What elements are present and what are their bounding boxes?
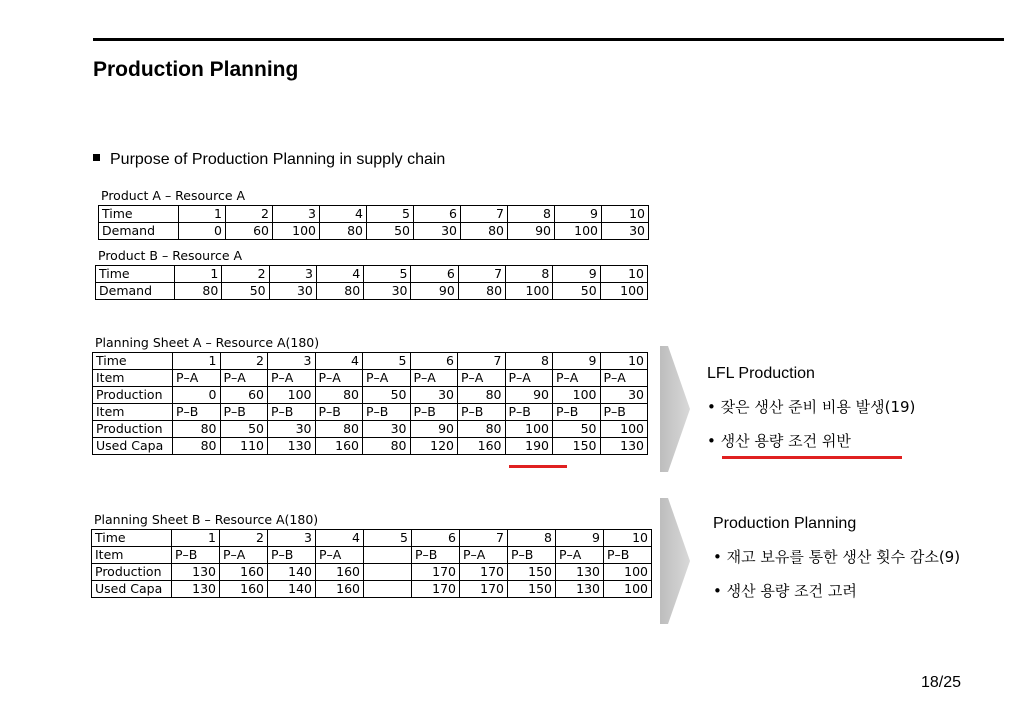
table-cell: 8: [505, 353, 553, 370]
table-cell: 170: [460, 581, 508, 598]
table-cell: 190: [505, 438, 553, 455]
table-cell: P–B: [553, 404, 601, 421]
table-cell: 160: [220, 581, 268, 598]
table-cell: 160: [458, 438, 506, 455]
table-cell: 60: [226, 223, 273, 240]
table-cell: 10: [600, 266, 647, 283]
table-cell: 150: [553, 438, 601, 455]
table-cell: P–A: [316, 547, 364, 564]
table-row: [93, 387, 648, 404]
product-b-table: [95, 265, 648, 300]
table-cell: 5: [367, 206, 414, 223]
lfl-heading: LFL Production: [707, 365, 815, 382]
table-cell: 50: [367, 223, 414, 240]
table-cell: 80: [458, 387, 506, 404]
table-row: [96, 283, 648, 300]
page-title: Production Planning: [93, 58, 299, 81]
table-cell: 7: [458, 353, 506, 370]
table-cell: P–B: [505, 404, 553, 421]
table-row: [96, 266, 648, 283]
table-cell: 170: [460, 564, 508, 581]
row-label: Item: [92, 547, 172, 564]
square-bullet-icon: [93, 154, 100, 161]
table-row: [99, 206, 649, 223]
table-cell: 80: [320, 223, 367, 240]
table-cell: P–A: [173, 370, 221, 387]
page-number: 18/25: [920, 674, 961, 691]
table-cell: 150: [508, 564, 556, 581]
table-row: [93, 353, 648, 370]
table-cell: P–A: [600, 370, 648, 387]
lfl-point-1: • 잦은 생산 준비 비용 발생(19): [707, 398, 916, 416]
table-cell: 0: [173, 387, 221, 404]
table-cell: 30: [600, 387, 648, 404]
table-cell: 160: [220, 564, 268, 581]
table-cell: 140: [268, 581, 316, 598]
table-cell: 6: [414, 206, 461, 223]
sheet-b-table: [91, 529, 652, 598]
table-cell: 170: [412, 581, 460, 598]
table-cell: P–B: [410, 404, 458, 421]
table-cell: 1: [173, 353, 221, 370]
table-cell: 9: [553, 266, 600, 283]
table-cell: 130: [172, 581, 220, 598]
table-cell: 6: [411, 266, 458, 283]
table-cell: 2: [222, 266, 269, 283]
table-cell: 4: [320, 206, 367, 223]
table-cell: 3: [269, 266, 316, 283]
table-cell: 100: [600, 283, 647, 300]
table-cell: P–B: [315, 404, 363, 421]
table-cell: 160: [316, 564, 364, 581]
table-cell: 80: [316, 283, 363, 300]
row-label: Item: [93, 370, 173, 387]
table-cell: P–A: [268, 370, 316, 387]
table-cell: 10: [602, 206, 649, 223]
table-row: [92, 547, 652, 564]
table-row: [93, 438, 648, 455]
table-cell: 100: [604, 581, 652, 598]
table-row: [93, 404, 648, 421]
table-cell: 9: [556, 530, 604, 547]
table-cell: P–B: [268, 404, 316, 421]
table-cell: P–A: [220, 547, 268, 564]
table-cell: 80: [458, 283, 505, 300]
pp-panel: [713, 515, 960, 614]
table-cell: P–A: [556, 547, 604, 564]
row-label: Production: [92, 564, 172, 581]
table-cell: 100: [553, 387, 601, 404]
lfl-panel: [707, 365, 915, 464]
table-cell: 9: [553, 353, 601, 370]
table-cell: 80: [173, 438, 221, 455]
row-label: Production: [93, 387, 173, 404]
table-cell: 100: [506, 283, 553, 300]
table-cell: 30: [410, 387, 458, 404]
table-cell: 140: [268, 564, 316, 581]
product-b-caption: Product B – Resource A: [98, 248, 243, 263]
table-cell: 4: [315, 353, 363, 370]
table-cell: 8: [506, 266, 553, 283]
table-cell: 1: [179, 206, 226, 223]
table-cell: P–B: [508, 547, 556, 564]
sheet-b-caption: Planning Sheet B – Resource A(180): [94, 512, 319, 527]
table-cell: 5: [364, 266, 411, 283]
table-cell: 90: [505, 387, 553, 404]
row-label: Time: [96, 266, 175, 283]
chevron-arrow-icon: [660, 346, 690, 472]
table-cell: 7: [458, 266, 505, 283]
table-cell: 100: [273, 223, 320, 240]
table-cell: P–A: [505, 370, 553, 387]
table-row: [93, 421, 648, 438]
table-cell: 100: [604, 564, 652, 581]
table-cell: P–B: [173, 404, 221, 421]
table-cell: P–A: [460, 547, 508, 564]
table-cell: 100: [600, 421, 648, 438]
row-label: Item: [93, 404, 173, 421]
table-cell: 2: [220, 353, 268, 370]
table-cell: P–A: [458, 370, 506, 387]
table-cell: 1: [172, 530, 220, 547]
table-cell: 80: [363, 438, 411, 455]
table-cell: P–A: [315, 370, 363, 387]
table-cell: 30: [602, 223, 649, 240]
table-cell: 80: [173, 421, 221, 438]
table-cell: 4: [316, 530, 364, 547]
table-cell: 50: [222, 283, 269, 300]
chevron-arrow-icon: [660, 498, 690, 624]
row-label: Used Capa: [93, 438, 173, 455]
table-cell: 10: [600, 353, 648, 370]
table-cell: 100: [555, 223, 602, 240]
table-cell: 100: [268, 387, 316, 404]
table-cell: P–A: [410, 370, 458, 387]
table-cell: 130: [172, 564, 220, 581]
table-cell: 50: [363, 387, 411, 404]
table-row: [92, 581, 652, 598]
table-cell: 150: [508, 581, 556, 598]
table-cell: 80: [458, 421, 506, 438]
table-cell: P–A: [220, 370, 268, 387]
table-cell: 80: [315, 421, 363, 438]
row-label: Time: [93, 353, 173, 370]
table-cell: P–B: [220, 404, 268, 421]
table-cell: 3: [268, 353, 316, 370]
table-row: [92, 530, 652, 547]
table-cell: [364, 564, 412, 581]
table-cell: [364, 547, 412, 564]
table-cell: P–B: [363, 404, 411, 421]
table-cell: P–B: [600, 404, 648, 421]
table-cell: 8: [508, 206, 555, 223]
table-cell: 130: [268, 438, 316, 455]
pp-point-1: • 재고 보유를 통한 생산 횟수 감소(9): [713, 548, 961, 566]
row-label: Time: [92, 530, 172, 547]
row-label: Demand: [96, 283, 175, 300]
table-cell: 1: [175, 266, 222, 283]
table-cell: 60: [220, 387, 268, 404]
table-cell: 10: [604, 530, 652, 547]
table-cell: 30: [269, 283, 316, 300]
table-cell: 130: [556, 581, 604, 598]
table-cell: P–B: [268, 547, 316, 564]
pp-heading: Production Planning: [713, 515, 857, 532]
table-cell: P–B: [458, 404, 506, 421]
table-cell: P–B: [172, 547, 220, 564]
table-cell: 30: [363, 421, 411, 438]
table-cell: 2: [226, 206, 273, 223]
table-cell: 50: [220, 421, 268, 438]
product-a-caption: Product A – Resource A: [101, 188, 246, 203]
table-cell: 7: [460, 530, 508, 547]
table-cell: 3: [268, 530, 316, 547]
table-cell: 2: [220, 530, 268, 547]
row-label: Time: [99, 206, 179, 223]
table-cell: 50: [553, 421, 601, 438]
table-cell: 80: [461, 223, 508, 240]
table-cell: 0: [179, 223, 226, 240]
table-cell: 90: [410, 421, 458, 438]
table-cell: 8: [508, 530, 556, 547]
table-cell: 160: [315, 438, 363, 455]
product-a-table: [98, 205, 649, 240]
table-cell: 110: [220, 438, 268, 455]
table-cell: 6: [412, 530, 460, 547]
table-cell: 130: [556, 564, 604, 581]
table-cell: 80: [175, 283, 222, 300]
table-cell: 120: [410, 438, 458, 455]
purpose-text: Purpose of Production Planning in supply chain: [110, 151, 446, 168]
table-cell: 5: [363, 353, 411, 370]
pp-point-2: • 생산 용량 조건 고려: [713, 582, 857, 600]
row-label: Used Capa: [92, 581, 172, 598]
table-cell: P–A: [553, 370, 601, 387]
table-cell: 4: [316, 266, 363, 283]
table-cell: 80: [315, 387, 363, 404]
table-cell: 30: [414, 223, 461, 240]
table-cell: 30: [268, 421, 316, 438]
table-row: [92, 564, 652, 581]
table-cell: 3: [273, 206, 320, 223]
table-row: [99, 223, 649, 240]
table-cell: P–A: [363, 370, 411, 387]
table-cell: 9: [555, 206, 602, 223]
table-cell: 30: [364, 283, 411, 300]
lfl-point-2: • 생산 용량 조건 위반: [707, 432, 851, 450]
table-cell: 6: [410, 353, 458, 370]
table-cell: P–B: [604, 547, 652, 564]
sheet-a-table: [92, 352, 648, 455]
table-cell: [364, 581, 412, 598]
table-cell: 160: [316, 581, 364, 598]
table-cell: 5: [364, 530, 412, 547]
purpose-bullet: [93, 151, 445, 169]
row-label: Production: [93, 421, 173, 438]
table-cell: 130: [600, 438, 648, 455]
table-cell: 100: [505, 421, 553, 438]
table-cell: 90: [508, 223, 555, 240]
table-cell: 90: [411, 283, 458, 300]
table-cell: 50: [553, 283, 600, 300]
sheet-a-caption: Planning Sheet A – Resource A(180): [95, 335, 320, 350]
table-row: [93, 370, 648, 387]
table-cell: 7: [461, 206, 508, 223]
violation-underline: [722, 456, 902, 459]
header-rule: [93, 38, 1004, 41]
table-cell: P–B: [412, 547, 460, 564]
table-cell: 170: [412, 564, 460, 581]
over-capacity-underline: [509, 465, 567, 468]
row-label: Demand: [99, 223, 179, 240]
